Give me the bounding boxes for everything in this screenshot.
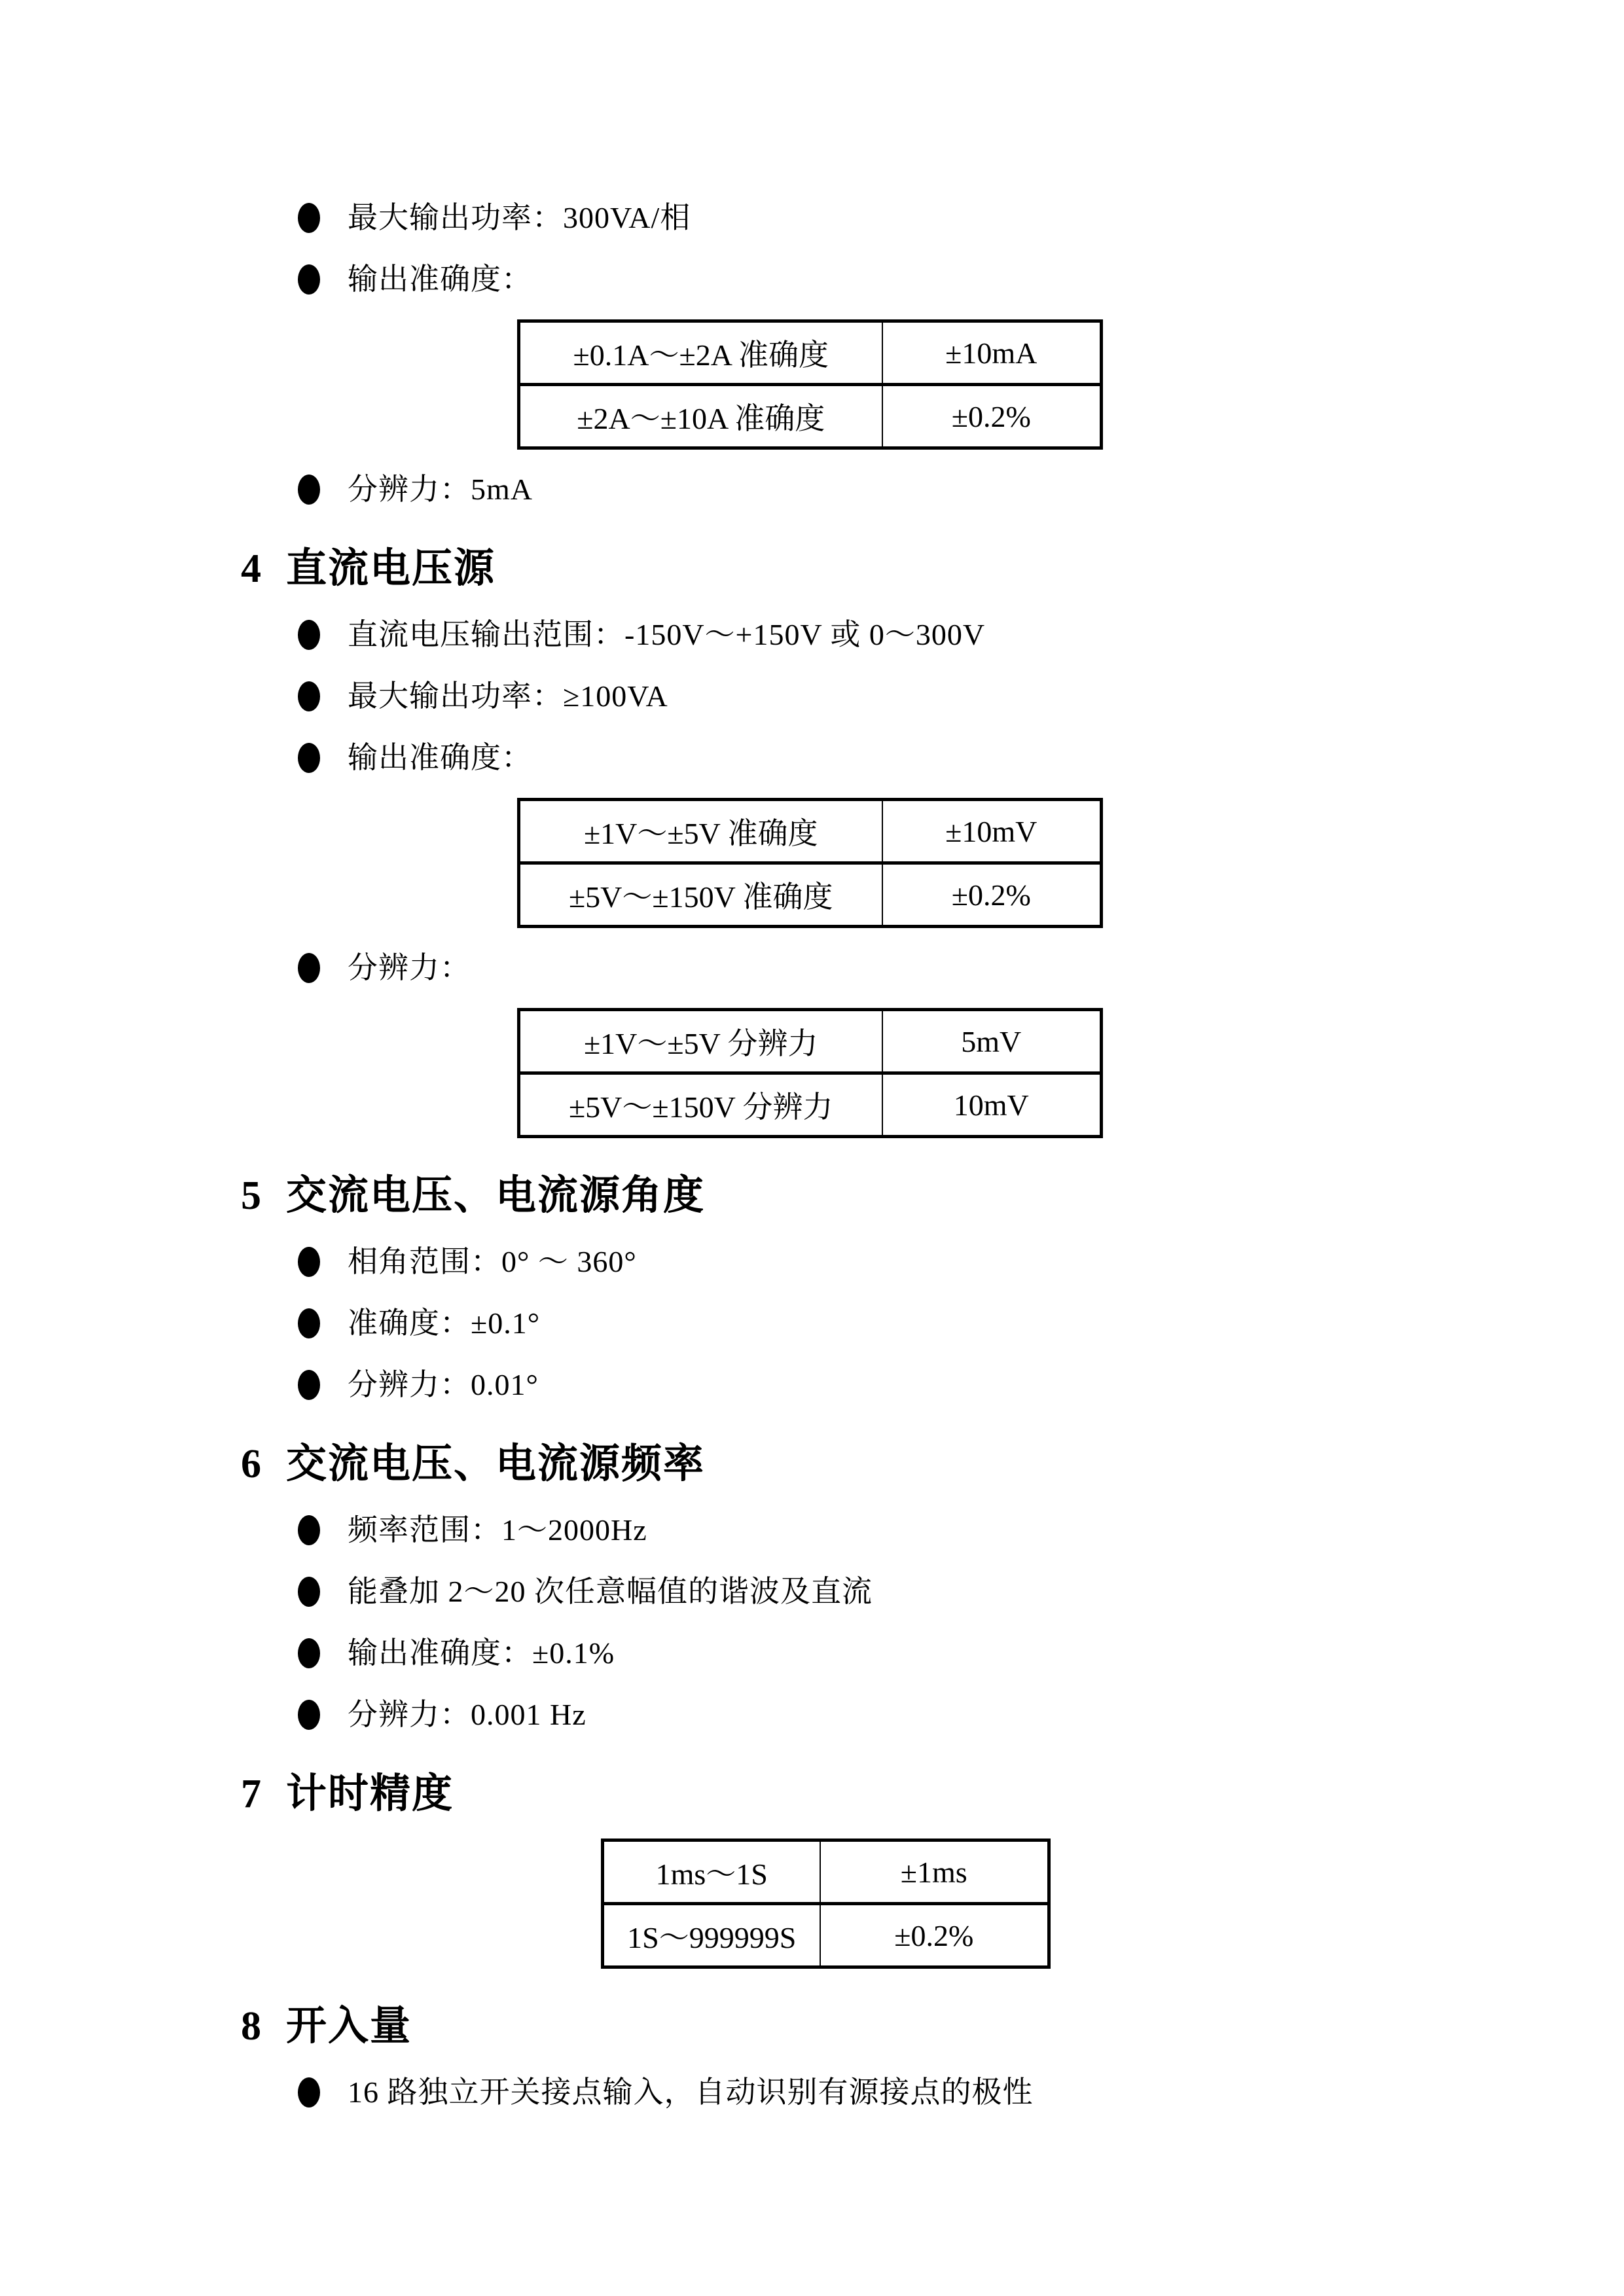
- table-cell: 1S～999999S: [603, 1904, 820, 1967]
- bullet-frequency-output-accuracy: [298, 1632, 1428, 1675]
- bullet-max-output-power-dc: [298, 675, 1428, 718]
- section-heading-8-binary-input: [241, 2000, 1428, 2053]
- bullet-text: 分辨力：: [348, 951, 471, 984]
- bullet-icon: [298, 1515, 320, 1545]
- bullet-icon: [298, 1308, 320, 1338]
- bullet-phase-angle-range: [298, 1240, 1428, 1283]
- table-cell: ±0.1A～±2A 准确度: [519, 321, 882, 385]
- bullet-icon: [298, 681, 320, 711]
- bullet-text: 最大输出功率：≥100VA: [348, 679, 668, 713]
- bullet-output-accuracy-dc: [298, 736, 1428, 780]
- table-row: [519, 863, 1102, 927]
- table-cell: ±5V～±150V 分辨力: [519, 1073, 882, 1137]
- section-title: 交流电压、电流源角度: [286, 1174, 706, 1218]
- section-number: 8: [241, 2004, 262, 2049]
- bullet-frequency-range: [298, 1509, 1428, 1552]
- table-cell: ±2A～±10A 准确度: [519, 385, 882, 448]
- bullet-angle-accuracy: [298, 1302, 1428, 1345]
- bullet-text: 能叠加 2～20 次任意幅值的谐波及直流: [348, 1575, 873, 1608]
- table-row: [519, 1073, 1102, 1137]
- section-title: 开入量: [286, 2004, 412, 2049]
- table-cell: 1ms～1S: [603, 1840, 820, 1904]
- table-cell: ±0.2%: [882, 385, 1102, 448]
- current-accuracy-table: [517, 319, 1103, 450]
- table-row: [519, 1010, 1102, 1073]
- table-row: [519, 385, 1102, 448]
- dc-voltage-accuracy-table: [517, 798, 1103, 928]
- section-title: 交流电压、电流源频率: [286, 1442, 706, 1486]
- table-row: [603, 1904, 1049, 1967]
- table-cell: ±5V～±150V 准确度: [519, 863, 882, 927]
- bullet-icon: [298, 1577, 320, 1607]
- bullet-icon: [298, 1700, 320, 1730]
- bullet-text: 最大输出功率：300VA/相: [348, 201, 691, 234]
- table-cell: ±1V～±5V 分辨力: [519, 1010, 882, 1073]
- table-cell: 5mV: [882, 1010, 1102, 1073]
- bullet-frequency-resolution: [298, 1693, 1428, 1736]
- bullet-text: 分辨力：0.01°: [348, 1368, 539, 1401]
- bullet-icon: [298, 264, 320, 295]
- bullet-text: 相角范围：0° ～ 360°: [348, 1245, 637, 1278]
- bullet-text: 输出准确度：: [348, 262, 532, 296]
- bullet-harmonics-superposition: [298, 1570, 1428, 1613]
- section-number: 5: [241, 1174, 262, 1218]
- bullet-resolution-dc: [298, 946, 1428, 990]
- bullet-output-accuracy-ac: [298, 258, 1428, 301]
- table-cell: ±0.2%: [820, 1904, 1049, 1967]
- bullet-text: 直流电压输出范围：-150V～+150V 或 0～300V: [348, 618, 986, 651]
- timing-accuracy-table: [601, 1839, 1051, 1969]
- bullet-text: 准确度：±0.1°: [348, 1306, 541, 1340]
- bullet-icon: [298, 1247, 320, 1277]
- bullet-max-output-power-ac: [298, 196, 1428, 240]
- bullet-icon: [298, 475, 320, 505]
- bullet-text: 输出准确度：±0.1%: [348, 1636, 615, 1670]
- bullet-icon: [298, 2077, 320, 2108]
- table-cell: ±1V～±5V 准确度: [519, 800, 882, 863]
- bullet-icon: [298, 1370, 320, 1400]
- section-heading-4-dc-voltage-source: [241, 543, 1428, 595]
- table-cell: ±0.2%: [882, 863, 1102, 927]
- section-number: 4: [241, 547, 262, 591]
- bullet-angle-resolution: [298, 1363, 1428, 1407]
- bullet-resolution-current: [298, 468, 1428, 511]
- bullet-text: 分辨力：5mA: [348, 473, 533, 506]
- bullet-text: 分辨力：0.001 Hz: [348, 1698, 586, 1731]
- table-cell: ±10mA: [882, 321, 1102, 385]
- bullet-icon: [298, 620, 320, 650]
- dc-voltage-resolution-table: [517, 1008, 1103, 1138]
- bullet-text: 16 路独立开关接点输入，自动识别有源接点的极性: [348, 2075, 1034, 2109]
- table-cell: 10mV: [882, 1073, 1102, 1137]
- section-title: 计时精度: [286, 1772, 454, 1816]
- table-cell: ±10mV: [882, 800, 1102, 863]
- bullet-icon: [298, 203, 320, 233]
- table-row: [519, 800, 1102, 863]
- section-number: 7: [241, 1772, 262, 1816]
- bullet-text: 频率范围：1～2000Hz: [348, 1513, 647, 1547]
- section-title: 直流电压源: [286, 547, 496, 591]
- bullet-switch-contact-input: [298, 2071, 1428, 2114]
- section-heading-5-ac-angle: [241, 1170, 1428, 1222]
- section-number: 6: [241, 1442, 262, 1486]
- table-row: [519, 321, 1102, 385]
- bullet-icon: [298, 953, 320, 983]
- table-row: [603, 1840, 1049, 1904]
- bullet-dc-voltage-range: [298, 613, 1428, 656]
- table-cell: ±1ms: [820, 1840, 1049, 1904]
- bullet-icon: [298, 1638, 320, 1668]
- section-heading-7-timing-accuracy: [241, 1768, 1428, 1820]
- bullet-icon: [298, 743, 320, 773]
- section-heading-6-ac-frequency: [241, 1438, 1428, 1490]
- bullet-text: 输出准确度：: [348, 741, 532, 774]
